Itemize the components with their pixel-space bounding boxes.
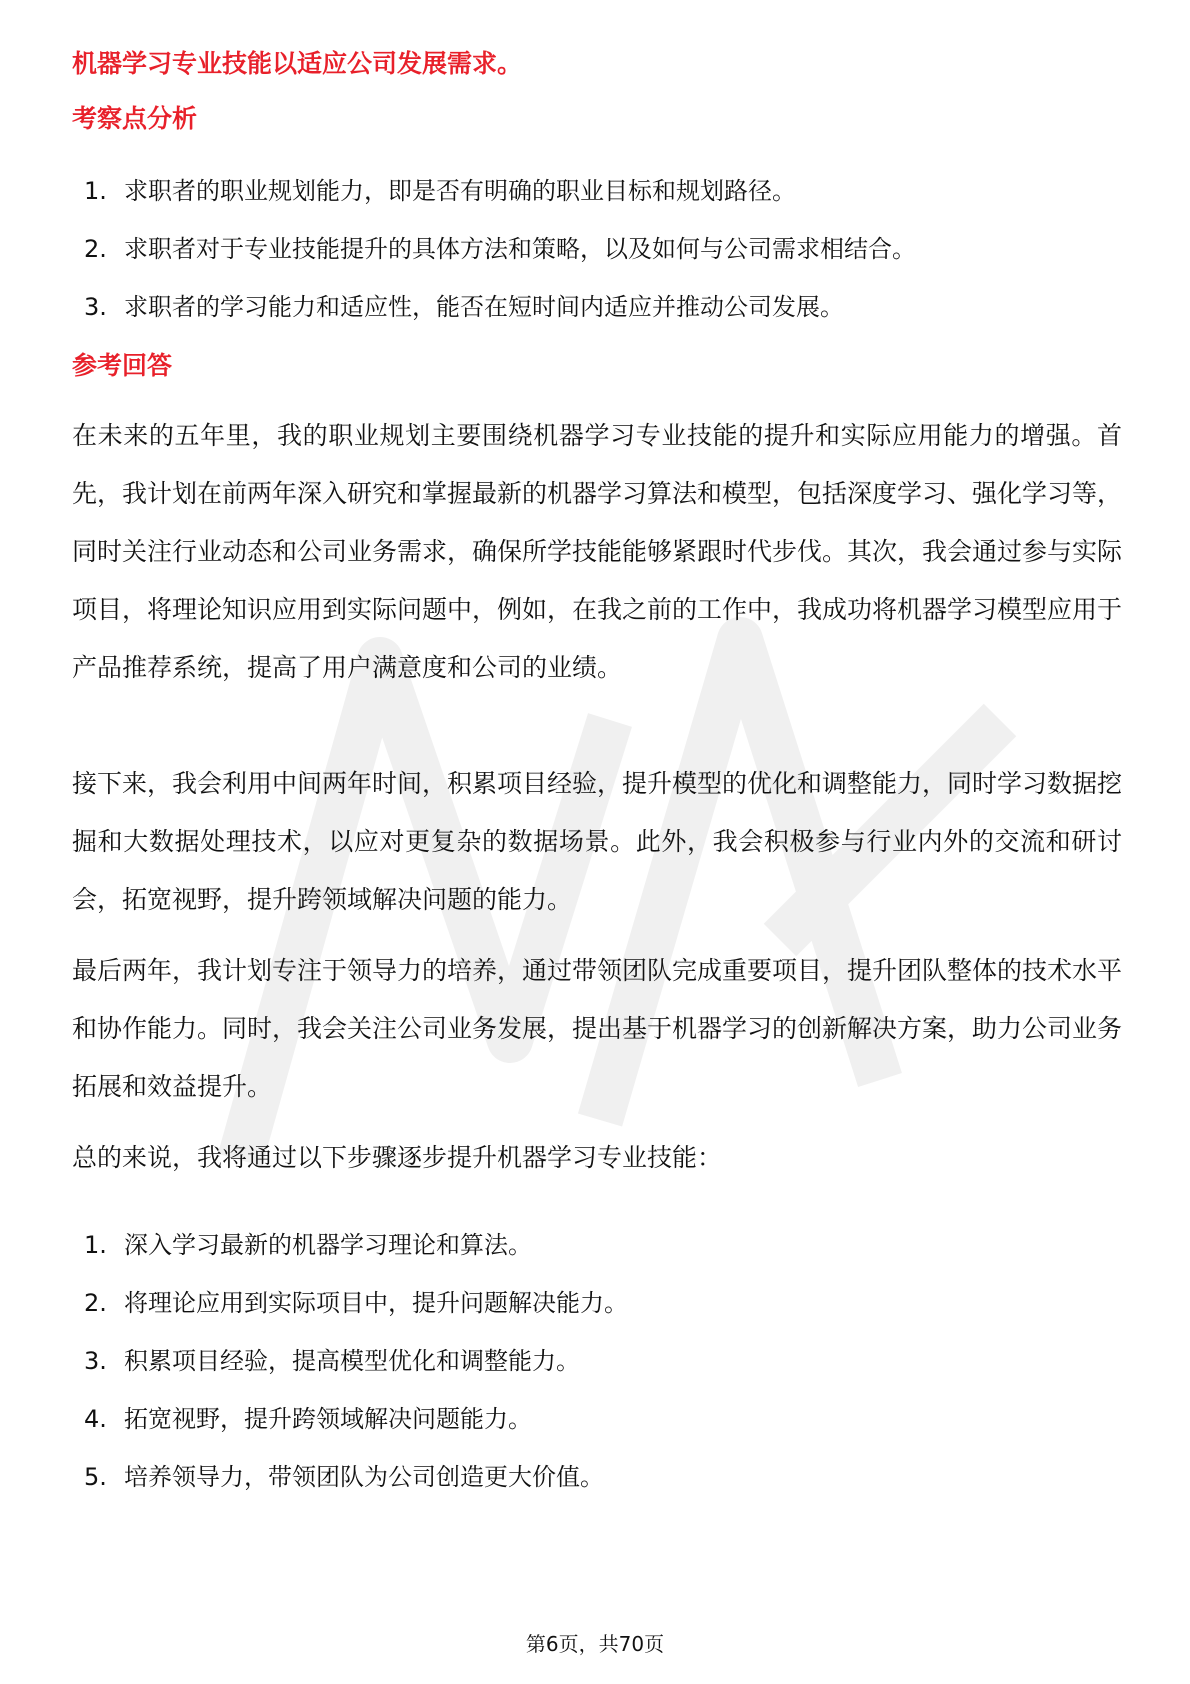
top-line: 机器学习专业技能以适应公司发展需求。: [72, 49, 523, 78]
list-item: 2. 将理论应用到实际项目中，提升问题解决能力。: [84, 1289, 628, 1317]
page-number-footer: 第6页，共70页: [525, 1632, 665, 1656]
list-item: 3. 积累项目经验，提高模型优化和调整能力。: [84, 1347, 580, 1375]
section-heading-analysis: 考察点分析: [72, 104, 198, 133]
analysis-list: [84, 162, 916, 336]
answer-paragraph-4: 总的来说，我将通过以下步骤逐步提升机器学习专业技能：: [72, 1143, 723, 1172]
list-item: 1. 深入学习最新的机器学习理论和算法。: [84, 1231, 532, 1259]
list-item: 5. 培养领导力，带领团队为公司创造更大价值。: [84, 1463, 604, 1491]
list-item: 4. 拓宽视野，提升跨领域解决问题能力。: [84, 1405, 532, 1433]
section-heading-answer: 参考回答: [72, 351, 173, 380]
answer-paragraph-3: 最后两年，我计划专注于领导力的培养，通过带领团队完成重要项目，提升团队整体的技术水平和协作能力。同时，我会关注公司业务发展，提出基于机器学习的创新解决方案，助力公司业务拓展和效益提升。: [72, 956, 1123, 1101]
answer-paragraph-2: 接下来，我会利用中间两年时间，积累项目经验，提升模型的优化和调整能力，同时学习数据挖掘和大数据处理技术，以应对更复杂的数据场景。此外，我会积极参与行业内外的交流和研讨会，拓宽视野，提升跨领域解决问题的能力。: [72, 769, 1123, 914]
steps-list: [84, 1216, 628, 1506]
list-item: 1. 求职者的职业规划能力，即是否有明确的职业目标和规划路径。: [84, 177, 796, 205]
list-item: 3. 求职者的学习能力和适应性，能否在短时间内适应并推动公司发展。: [84, 293, 844, 321]
list-item: 2. 求职者对于专业技能提升的具体方法和策略，以及如何与公司需求相结合。: [84, 235, 916, 263]
answer-paragraph-1: 在未来的五年里，我的职业规划主要围绕机器学习专业技能的提升和实际应用能力的增强。首先，我计划在前两年深入研究和掌握最新的机器学习算法和模型，包括深度学习、强化学习等，同时关注行业动态和公司业务需求，确保所学技能能够紧跟时代步伐。其次，我会通过参与实际项目，将理论知识应用到实际问题中，例如，在我之前的工作中，我成功将机器学习模型应用于产品推荐系统，提高了用户满意度和公司的业绩。: [72, 421, 1123, 682]
